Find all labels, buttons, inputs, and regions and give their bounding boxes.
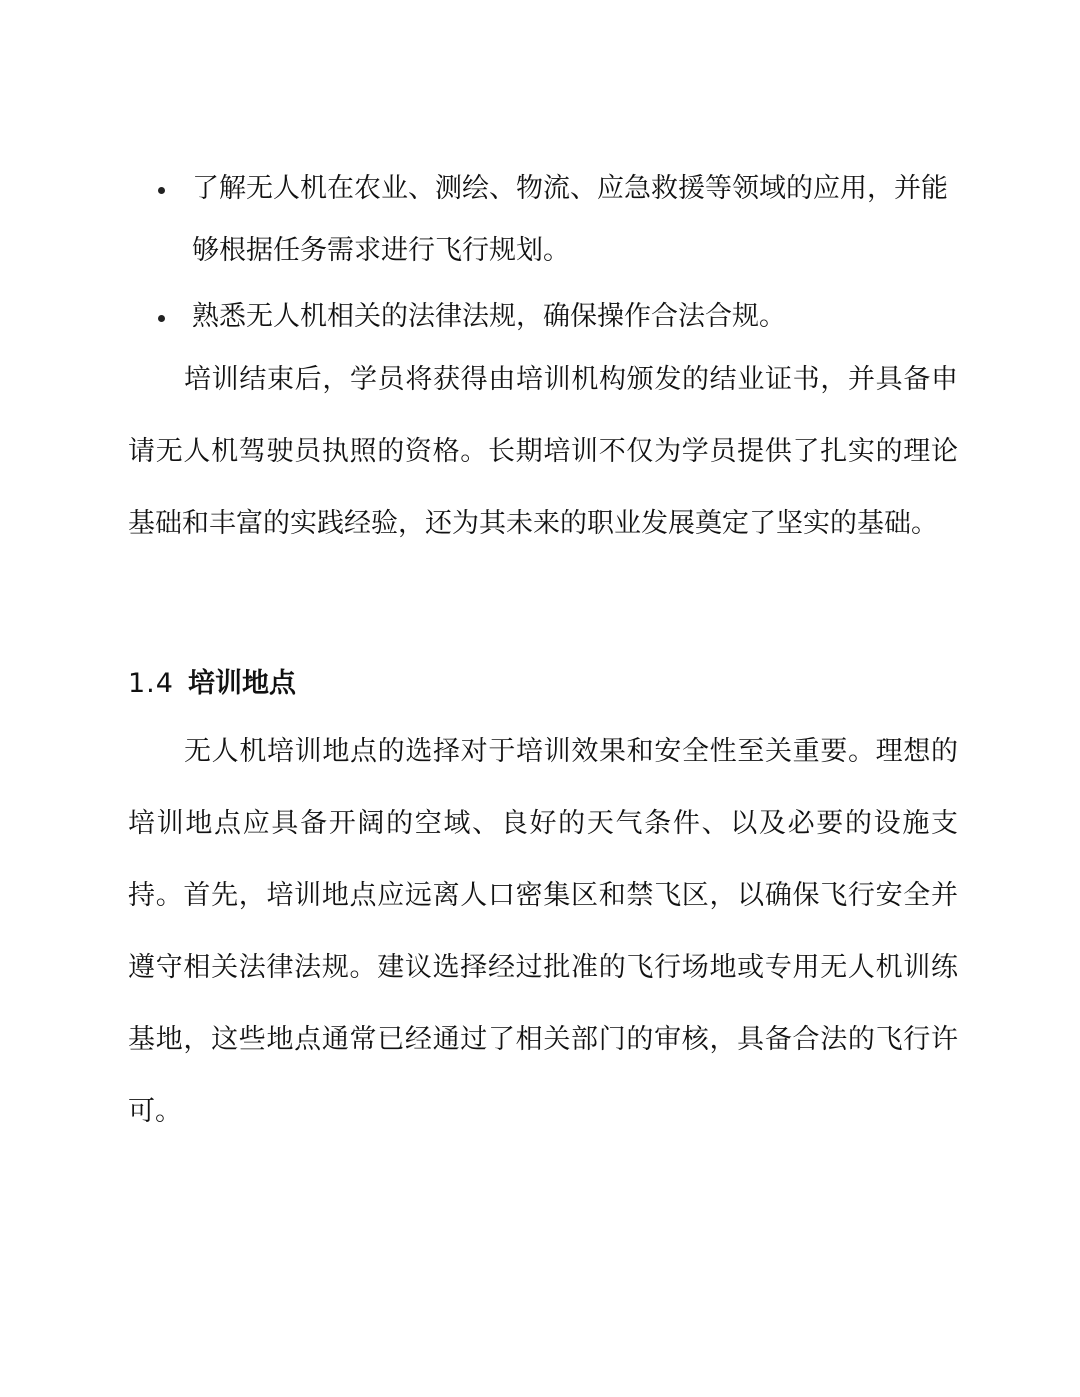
section-number: 1.4 — [128, 668, 174, 699]
location-paragraph: 无人机培训地点的选择对于培训效果和安全性至关重要。理想的培训地点应具备开阔的空域、良好的天气条件、以及必要的设施支持。首先，培训地点应远离人口密集区和禁飞区，以确保飞行安全并遵守相关法律法规。建议选择经过批准的飞行场地或专用无人机训练基地，这些地点通常已经通过了相关部门的审核，具备合法的飞行许可。 — [128, 736, 958, 1127]
bullet-text: 了解无人机在农业、测绘、物流、应急救援等领域的应用，并能够根据任务需求进行飞行规划。 — [192, 173, 948, 266]
list-item — [150, 158, 970, 282]
section-title: 培训地点 — [187, 668, 296, 699]
bullet-list — [150, 158, 970, 352]
list-item — [150, 286, 970, 348]
bullet-icon — [158, 187, 165, 194]
bullet-icon — [158, 315, 165, 322]
completion-paragraph: 培训结束后，学员将获得由培训机构颁发的结业证书，并具备申请无人机驾驶员执照的资格。长期培训不仅为学员提供了扎实的理论基础和丰富的实践经验，还为其未来的职业发展奠定了坚实的基础。 — [128, 364, 958, 539]
section-heading — [128, 664, 296, 704]
bullet-text: 熟悉无人机相关的法律法规，确保操作合法合规。 — [192, 301, 786, 332]
